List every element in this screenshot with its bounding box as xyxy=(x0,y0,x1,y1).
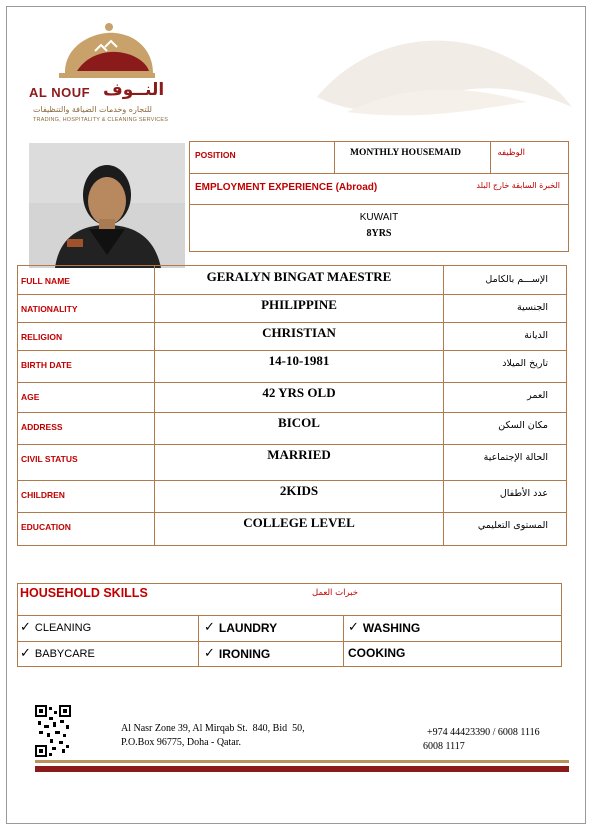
info-label-ar: عدد الأطفال xyxy=(499,488,548,499)
position-label-ar: الوظيفه xyxy=(497,148,525,158)
personal-info-table xyxy=(17,265,567,546)
info-label-ar: الديانة xyxy=(524,330,548,341)
info-label: RELIGION xyxy=(21,332,63,342)
experience-label: EMPLOYMENT EXPERIENCE (Abroad) xyxy=(195,182,378,193)
info-row-divider xyxy=(18,512,566,513)
skills-title-ar: خبرات العمل xyxy=(312,588,358,598)
info-label: BIRTH DATE xyxy=(21,360,72,370)
info-label: ADDRESS xyxy=(21,422,63,432)
candidate-photo xyxy=(29,143,185,268)
skill-item xyxy=(20,620,91,635)
info-row-divider xyxy=(18,412,566,413)
info-label-ar: المستوى التعليمي xyxy=(477,520,548,531)
info-label: FULL NAME xyxy=(21,276,70,286)
position-value: MONTHLY HOUSEMAID xyxy=(350,148,461,158)
skill-item xyxy=(20,646,95,661)
info-row-divider xyxy=(18,294,566,295)
info-value: CHRISTIAN xyxy=(262,325,336,340)
skills-row-divider-2 xyxy=(18,641,561,642)
skill-item xyxy=(348,646,405,660)
check-icon: ✓ xyxy=(204,620,215,635)
skill-item xyxy=(204,620,277,635)
skills-title: HOUSEHOLD SKILLS xyxy=(20,586,148,600)
info-label-ar: مكان السكن xyxy=(498,420,548,431)
info-label-ar: تاريخ الميلاد xyxy=(502,358,548,369)
info-label-ar: العمر xyxy=(527,390,548,401)
footer-rule-maroon xyxy=(35,766,569,772)
company-logo xyxy=(29,21,179,131)
info-label: CIVIL STATUS xyxy=(21,454,78,464)
info-value: 42 YRS OLD xyxy=(262,385,336,400)
footer-phone-line1: +974 44423390 / 6008 1116 xyxy=(427,727,540,738)
person-photo-illustration xyxy=(29,143,185,268)
cv-page xyxy=(6,6,586,824)
household-skills-box xyxy=(17,583,562,667)
info-col-divider-2 xyxy=(443,266,444,545)
info-row-divider xyxy=(18,480,566,481)
skill-label: BABYCARE xyxy=(34,647,95,660)
experience-years: 8YRS xyxy=(366,228,392,239)
skill-label: WASHING xyxy=(362,620,421,635)
brand-name-ar: النــوف xyxy=(103,80,165,100)
watermark-dove-graphic xyxy=(307,27,577,132)
info-value: 14-10-1981 xyxy=(268,353,330,368)
footer-address-line2: P.O.Box 96775, Doha - Qatar. xyxy=(121,737,241,748)
position-col-divider-2 xyxy=(490,142,491,173)
position-row-divider xyxy=(190,173,568,174)
info-value: BICOL xyxy=(278,415,320,430)
skill-label: COOKING xyxy=(348,646,406,660)
info-label: NATIONALITY xyxy=(21,304,78,314)
cloche-logo-icon xyxy=(57,21,157,83)
info-value: COLLEGE LEVEL xyxy=(243,515,355,530)
info-row-divider xyxy=(18,382,566,383)
info-label-ar: الإســـم بالكامل xyxy=(485,274,548,285)
brand-tagline-ar: للتجاره وخدمات الضيافة والتنظيفات xyxy=(33,105,152,114)
info-value: PHILIPPINE xyxy=(261,297,337,312)
skill-label: IRONING xyxy=(218,646,271,661)
info-label-ar: الجنسية xyxy=(517,302,548,313)
brand-tagline-en: TRADING, HOSPITALITY & CLEANING SERVICES xyxy=(33,117,169,123)
experience-label-ar: الخبرة السابقة خارج البلد xyxy=(476,181,560,190)
qr-code xyxy=(35,705,71,757)
check-icon: ✓ xyxy=(348,620,359,635)
info-value: 2KIDS xyxy=(279,483,319,498)
skill-item xyxy=(348,620,420,635)
experience-box-divider xyxy=(190,204,568,205)
brand-name-en: AL NOUF xyxy=(29,85,91,100)
skills-col-divider-2 xyxy=(343,615,344,666)
experience-country: KUWAIT xyxy=(359,212,399,223)
skills-col-divider-1 xyxy=(198,615,199,666)
skill-item xyxy=(204,646,270,661)
footer-rule-gold xyxy=(35,760,569,763)
check-icon: ✓ xyxy=(20,646,31,661)
info-label: AGE xyxy=(21,392,40,402)
info-label: CHILDREN xyxy=(21,490,65,500)
position-label: POSITION xyxy=(195,150,236,160)
info-row-divider xyxy=(18,350,566,351)
info-value: MARRIED xyxy=(267,447,331,462)
info-label-ar: الحالة الإجتماعية xyxy=(483,452,548,463)
footer-address-line1: Al Nasr Zone 39, Al Mirqab St. 840, Bid 50, xyxy=(121,723,305,734)
position-col-divider-1 xyxy=(334,142,335,173)
skill-label: LAUNDRY xyxy=(218,620,278,635)
check-icon: ✓ xyxy=(204,646,215,661)
info-value: GERALYN BINGAT MAESTRE xyxy=(206,269,392,284)
info-label: EDUCATION xyxy=(21,522,71,532)
check-icon: ✓ xyxy=(20,620,31,635)
info-row-divider xyxy=(18,322,566,323)
skill-label: CLEANING xyxy=(34,621,92,634)
footer-phone-line2: 6008 1117 xyxy=(423,741,465,752)
skills-row-divider-1 xyxy=(18,615,561,616)
info-row-divider xyxy=(18,444,566,445)
position-box xyxy=(189,141,569,252)
qr-code-icon xyxy=(35,705,71,757)
